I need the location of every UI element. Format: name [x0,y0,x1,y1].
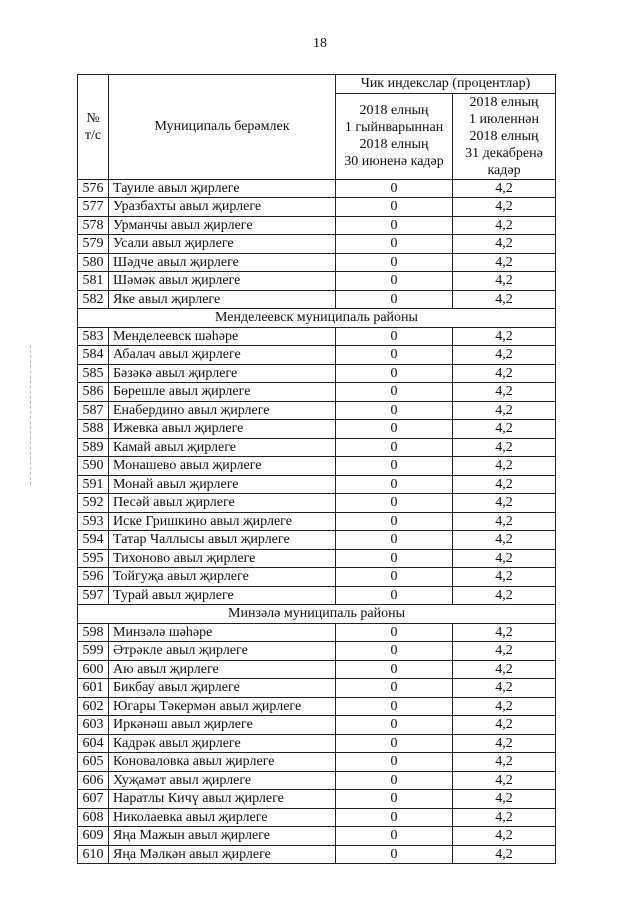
row-number: 591 [78,475,109,494]
table-row [78,216,556,235]
index-second-half: 4,2 [453,475,556,494]
table-row [78,679,556,698]
row-number: 597 [78,586,109,605]
table-row [78,253,556,272]
index-second-half: 4,2 [453,531,556,550]
municipality-name: Урманчы авыл җирлеге [109,216,336,235]
row-number: 585 [78,364,109,383]
row-number: 602 [78,697,109,716]
index-second-half: 4,2 [453,235,556,254]
index-second-half: 4,2 [453,568,556,587]
municipality-name: Ижевка авыл җирлеге [109,420,336,439]
row-number: 596 [78,568,109,587]
table-row [78,531,556,550]
table-row [78,272,556,291]
municipality-name: Менделеевск шәһәре [109,327,336,346]
index-first-half: 0 [336,549,453,568]
row-number: 593 [78,512,109,531]
index-first-half: 0 [336,216,453,235]
row-number: 607 [78,790,109,809]
municipality-name: Югары Тәкермән авыл җирлеге [109,697,336,716]
row-number: 601 [78,679,109,698]
header-number-text: № т/с [84,110,102,143]
municipality-name: Бәзәкә авыл җирлеге [109,364,336,383]
row-number: 581 [78,272,109,291]
table-row [78,716,556,735]
index-first-half: 0 [336,235,453,254]
municipality-name: Яңа Мәлкән авыл җирлеге [109,845,336,864]
municipality-name: Монай авыл җирлеге [109,475,336,494]
municipality-name: Яке авыл җирлеге [109,290,336,309]
section-title: Менделеевск муниципаль районы [78,309,556,328]
index-first-half: 0 [336,364,453,383]
index-first-half: 0 [336,827,453,846]
row-number: 577 [78,198,109,217]
section-row [78,605,556,624]
index-first-half: 0 [336,753,453,772]
table-row [78,734,556,753]
row-number: 580 [78,253,109,272]
table-row [78,401,556,420]
municipality-name: Яңа Мажын авыл җирлеге [109,827,336,846]
row-number: 588 [78,420,109,439]
municipality-name: Минзәлә шәһәре [109,623,336,642]
table-row [78,753,556,772]
table-row [78,827,556,846]
section-row [78,309,556,328]
municipality-name: Иске Гришкино авыл җирлеге [109,512,336,531]
index-first-half: 0 [336,697,453,716]
index-first-half: 0 [336,586,453,605]
index-first-half: 0 [336,438,453,457]
index-second-half: 4,2 [453,734,556,753]
municipality-name: Татар Чаллысы авыл җирлеге [109,531,336,550]
row-number: 600 [78,660,109,679]
index-first-half: 0 [336,660,453,679]
index-first-half: 0 [336,531,453,550]
municipality-name: Хуҗамәт авыл җирлеге [109,771,336,790]
index-second-half: 4,2 [453,808,556,827]
index-first-half: 0 [336,253,453,272]
municipality-name: Песәй авыл җирлеге [109,494,336,513]
municipality-name: Монашево авыл җирлеге [109,457,336,476]
index-first-half: 0 [336,290,453,309]
index-second-half: 4,2 [453,401,556,420]
table-row [78,475,556,494]
index-second-half: 4,2 [453,438,556,457]
row-number: 592 [78,494,109,513]
row-number: 606 [78,771,109,790]
index-first-half: 0 [336,494,453,513]
index-second-half: 4,2 [453,771,556,790]
index-first-half: 0 [336,512,453,531]
index-second-half: 4,2 [453,494,556,513]
limit-index-table [77,74,556,864]
table-body [78,179,556,864]
index-first-half: 0 [336,198,453,217]
index-first-half: 0 [336,475,453,494]
table-row [78,198,556,217]
table-row [78,845,556,864]
index-second-half: 4,2 [453,253,556,272]
table-header [78,75,556,180]
table-row [78,623,556,642]
table-row [78,790,556,809]
table-row [78,383,556,402]
index-first-half: 0 [336,457,453,476]
row-number: 578 [78,216,109,235]
municipality-name: Абалач авыл җирлеге [109,346,336,365]
table-row [78,235,556,254]
index-second-half: 4,2 [453,457,556,476]
index-second-half: 4,2 [453,346,556,365]
index-second-half: 4,2 [453,716,556,735]
row-number: 610 [78,845,109,864]
municipality-name: Иркәнәш авыл җирлеге [109,716,336,735]
index-second-half: 4,2 [453,420,556,439]
row-number: 584 [78,346,109,365]
index-second-half: 4,2 [453,753,556,772]
row-number: 576 [78,179,109,198]
table-row [78,512,556,531]
municipality-name: Әтрәкле авыл җирлеге [109,642,336,661]
municipality-name: Аю авыл җирлеге [109,660,336,679]
table-row [78,420,556,439]
index-first-half: 0 [336,808,453,827]
table-row [78,438,556,457]
header-period-first-half-text: 2018 елның 1 гыйнварыннан 2018 елның 30 июненә кадәр [344,103,444,169]
index-second-half: 4,2 [453,272,556,291]
index-first-half: 0 [336,383,453,402]
index-second-half: 4,2 [453,198,556,217]
index-second-half: 4,2 [453,290,556,309]
municipality-name: Шәдче авыл җирлеге [109,253,336,272]
municipality-name: Тихоново авыл җирлеге [109,549,336,568]
municipality-name: Бөрешле авыл җирлеге [109,383,336,402]
row-number: 579 [78,235,109,254]
table-row [78,457,556,476]
index-first-half: 0 [336,272,453,291]
municipality-name: Усали авыл җирлеге [109,235,336,254]
table-row [78,586,556,605]
index-first-half: 0 [336,679,453,698]
index-second-half: 4,2 [453,623,556,642]
row-number: 590 [78,457,109,476]
index-first-half: 0 [336,179,453,198]
row-number: 586 [78,383,109,402]
index-first-half: 0 [336,642,453,661]
table-row [78,549,556,568]
municipality-name: Тауиле авыл җирлеге [109,179,336,198]
row-number: 595 [78,549,109,568]
index-first-half: 0 [336,845,453,864]
index-first-half: 0 [336,716,453,735]
municipality-name: Турай авыл җирлеге [109,586,336,605]
table-row [78,179,556,198]
index-second-half: 4,2 [453,549,556,568]
index-second-half: 4,2 [453,586,556,605]
index-second-half: 4,2 [453,642,556,661]
margin-mark [30,345,32,485]
row-number: 608 [78,808,109,827]
row-number: 599 [78,642,109,661]
header-period-second-half [453,93,556,179]
municipality-name: Камай авыл җирлеге [109,438,336,457]
row-number: 603 [78,716,109,735]
index-second-half: 4,2 [453,179,556,198]
municipality-name: Коноваловка авыл җирлеге [109,753,336,772]
index-second-half: 4,2 [453,827,556,846]
table-row [78,660,556,679]
municipality-name: Шәмәк авыл җирлеге [109,272,336,291]
index-second-half: 4,2 [453,790,556,809]
municipality-name: Енабердино авыл җирлеге [109,401,336,420]
index-second-half: 4,2 [453,383,556,402]
table-row [78,642,556,661]
municipality-name: Николаевка авыл җирлеге [109,808,336,827]
header-limit-indices: Чик индекслар (процентлар) [336,75,556,94]
row-number: 609 [78,827,109,846]
header-period-second-half-text: 2018 елның 1 июленнән 2018 елның 31 декабренә кадәр [465,94,543,178]
header-number [78,75,109,180]
table-row [78,808,556,827]
index-second-half: 4,2 [453,660,556,679]
table-row [78,346,556,365]
index-second-half: 4,2 [453,697,556,716]
table-row [78,290,556,309]
table-row [78,494,556,513]
row-number: 604 [78,734,109,753]
table-row [78,697,556,716]
row-number: 594 [78,531,109,550]
municipality-name: Наратлы Кичү авыл җирлеге [109,790,336,809]
index-first-half: 0 [336,568,453,587]
municipality-name: Тойгуҗа авыл җирлеге [109,568,336,587]
index-second-half: 4,2 [453,364,556,383]
index-first-half: 0 [336,346,453,365]
table-row [78,327,556,346]
index-first-half: 0 [336,401,453,420]
table-row [78,568,556,587]
municipality-name: Бикбау авыл җирлеге [109,679,336,698]
index-first-half: 0 [336,420,453,439]
index-first-half: 0 [336,771,453,790]
row-number: 587 [78,401,109,420]
index-first-half: 0 [336,790,453,809]
index-first-half: 0 [336,327,453,346]
header-period-first-half [336,93,453,179]
page-number: 18 [313,36,327,51]
index-second-half: 4,2 [453,216,556,235]
row-number: 582 [78,290,109,309]
row-number: 598 [78,623,109,642]
index-second-half: 4,2 [453,679,556,698]
row-number: 605 [78,753,109,772]
index-second-half: 4,2 [453,327,556,346]
row-number: 583 [78,327,109,346]
table-row [78,364,556,383]
index-second-half: 4,2 [453,512,556,531]
header-municipality: Муниципаль берәмлек [109,75,336,180]
index-first-half: 0 [336,623,453,642]
row-number: 589 [78,438,109,457]
index-first-half: 0 [336,734,453,753]
index-second-half: 4,2 [453,845,556,864]
section-title: Минзәлә муниципаль районы [78,605,556,624]
municipality-name: Уразбахты авыл җирлеге [109,198,336,217]
table-row [78,771,556,790]
municipality-name: Кадрәк авыл җирлеге [109,734,336,753]
